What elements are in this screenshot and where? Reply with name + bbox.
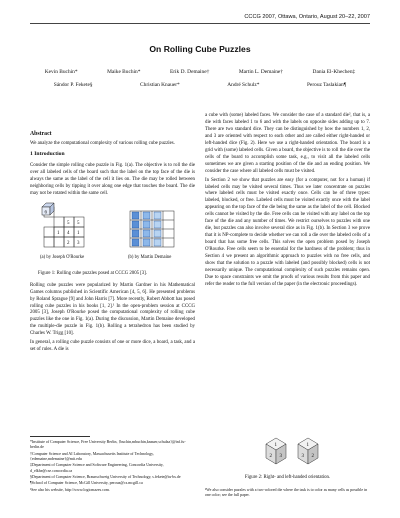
author: André Schulz*: [227, 82, 260, 88]
right-paragraph-2: In Section 2 we show that puzzles are easy (for a computer, not for a human) if labeled cells may be visited several times. Thus we later concentrate on puzzles where labeled cells must be visited exactly once. Cells can be of three types: labeled, blocked, or free. Labeled cells must be visited exactly once with the label appearing on the top face of the die being the same as the label of the cell. Blocked cells cannot be visited by the die. Free cells can be visited with any label on the top face of the die and any number of times. We restrict ourselves to puzzles with one die, but puzzles can also involve several dice as in Fig. 1(b). In Section 3 we prove that it is NP-complete to decide whether we can roll a die over the labeled cells of a board that has some free cells. This solves the open problem posed by Joseph O'Rourke. Free cells seem to be essential for the hardness of the problem; thus in Section 4 we present an algorithmic approach to puzzles with no free cells, and show that the solution to a puzzle with labeled (and possibly blocked) cells is not necessarily unique. The computational complexity of such puzzles remains open. Due to space constraints we omit the proofs of various results from this paper and refer the reader to the full version of the paper (in the electronic proceedings).: [205, 177, 370, 287]
running-head: CCCG 2007, Ottawa, Ontario, August 20–22, 2007: [244, 14, 370, 20]
die-face-label: 1: [274, 443, 277, 448]
board-label: 2: [67, 240, 70, 246]
board-label: 5: [77, 220, 80, 226]
board-label: 4: [67, 230, 70, 236]
figure-2-caption: Figure 2: Right- and left-handed orientation.: [244, 475, 331, 480]
die-face-label: 3: [279, 454, 282, 459]
board-label: 3: [77, 240, 80, 246]
header-rule: [30, 23, 370, 24]
author: Perouz Taslakian¶: [306, 82, 347, 88]
figure-1: [30, 201, 195, 267]
footnote: †Computer Science and AI Laboratory, Massachusetts Institute of Technology, {edemaine,mdemaine}@mit.edu: [30, 450, 154, 461]
author: Martin L. Demaine†: [238, 69, 284, 75]
author: Sándor P. Fekete§: [53, 82, 93, 88]
die-face-label: 2: [311, 454, 314, 459]
footnote: ‡Department of Computer Science and Software Engineering, Concordia University, d_elkhe@cse.concordia.ca: [30, 462, 164, 473]
board-label: 1: [57, 230, 60, 236]
board-label: 1: [77, 230, 80, 236]
author-row-1: [30, 69, 370, 75]
abstract-text: We analyze the computational complexity of various rolling cube puzzles.: [30, 141, 175, 147]
author: Maike Buchin*: [107, 69, 141, 75]
footnote: ¹See also his website, http://www.logicmazes.com.: [30, 486, 110, 492]
die-face-label: 2: [269, 454, 272, 459]
figure-2-dice: [262, 432, 322, 472]
author: Dania El-Khechen‡: [312, 69, 356, 75]
right-column: [205, 113, 370, 291]
abstract-heading: Abstract: [30, 131, 52, 137]
footnote: §Department of Computer Science, Braunschweig University of Technology, s.fekete@tu-bs.de: [30, 473, 181, 479]
footnote: ¶School of Computer Science, McGill University, perouz@cs.mcgill.ca: [30, 480, 143, 486]
figure-1-caption: Figure 1: Rolling cube puzzles posed at CCCG 2005 [3].: [38, 270, 147, 276]
figure-1b-subcaption: (b) by Martin Demaine: [128, 254, 172, 260]
right-paragraph-1: a cube with (some) labeled faces. We consider the case of a standard die², that is, a die with faces labeled 1 to 6 and with the labels on opposite sides adding up to 7. There are two standard dice. They can be distinguished by how the numbers 1, 2, and 3 are oriented with respect to each other and are called either right-handed or left-handed dice (Fig. 2). Here we use a right-handed orientation. The board is a grid with (some) labeled cells. Given a board, the objective is to roll the die over the cells of the board to accomplish some task, e.g., to visit all the labeled cells sometimes we are given a starting position of the die and an ending position. We consider the case where all labeled cells must be visited.: [205, 113, 370, 174]
figure-1-drawing: [30, 201, 195, 261]
left-column: [30, 130, 195, 356]
die-face-label: 3: [301, 454, 304, 459]
footnote: *Institute of Computer Science, Free University Berlin, {buchin,mbuchin,knauer,schulza}@inf.fu-berlin.de: [30, 439, 186, 450]
board-label: 6: [44, 210, 47, 216]
footnotes: [30, 436, 195, 493]
paper-title: On Rolling Cube Puzzles: [149, 44, 251, 54]
author: Christian Knauer*: [140, 82, 180, 88]
author-list: [30, 69, 370, 95]
intro-paragraph-2: Rolling cube puzzles were popularized by Martin Gardner in his Mathematical Games columns published in Scientific American [4, 5, 6]. He presented problems by Roland Sprague [9] and John Harris [7]. More recently, Robert Abbott has posed rolling cube puzzles in his books [1, 2].¹ In the open-problem session at CCCG 2005 [3], Joseph O'Rourke posed the computational complexity of rolling cube puzzles like the one in Fig. 1(a). During the discussion, Martin Demaine developed the multiple-die puzzle in Fig. 1(b). Rolling a tetrahedron has been studied by Charles W. Trigg [10].: [30, 282, 195, 337]
intro-paragraph-1: Consider the simple rolling cube puzzle in Fig. 1(a). The objective is to roll the die over all labeled cells of the board such that the label on the top face of the die is always the same as the label of the cell it lies on. The die may be rolled between neighboring cells by tipping it over along one edge that touches the board. The die may not be rotated within the same cell.: [30, 163, 195, 196]
die-face-label: 1: [306, 443, 309, 448]
author-row-2: [30, 82, 370, 88]
footnote-rule: [30, 436, 90, 437]
author: Erik D. Demaine†: [169, 69, 210, 75]
intro-heading: 1 Introduction: [30, 151, 65, 158]
footnote: ²We also consider puzzles with a two-colored die where the task is to color as many cells as possible in one color; see the full paper.: [205, 487, 368, 498]
intro-paragraph-3: In general, a rolling cube puzzle consists of one or more dice, a board, a task, and a set of rules. A die is: [30, 340, 195, 353]
author: Kevin Buchin*: [44, 69, 78, 75]
figure-1a-subcaption: (a) by Joseph O'Rourke: [40, 254, 85, 260]
board-label: 5: [67, 220, 70, 226]
